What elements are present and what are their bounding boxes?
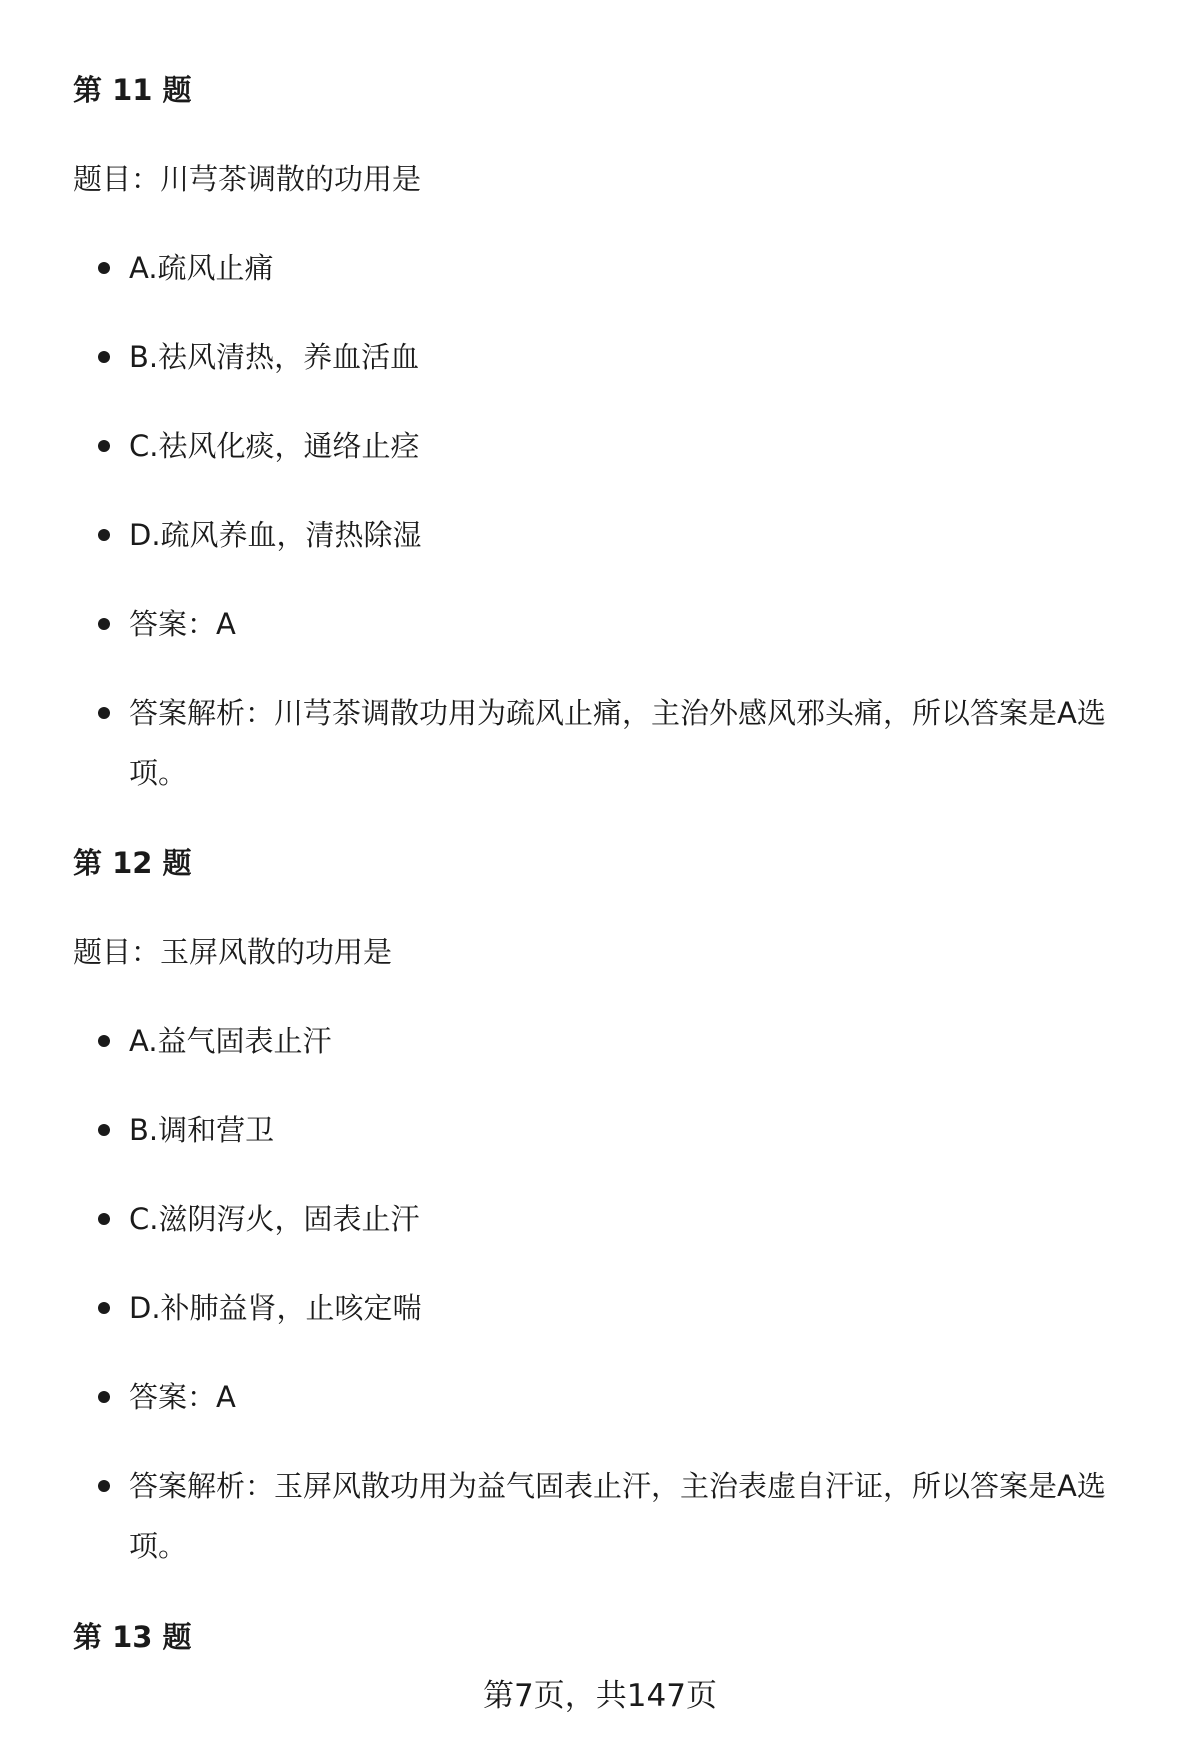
analysis-text: 答案解析：川芎茶调散功用为疏风止痛，主治外感风邪头痛，所以答案是A选项。 (129, 696, 1106, 790)
bullet-icon (98, 262, 110, 274)
analysis-text: 答案解析：玉屏风散功用为益气固表止汗，主治表虚自汗证，所以答案是A选项。 (129, 1469, 1106, 1563)
bullet-icon (98, 1391, 110, 1403)
option-a (98, 238, 1138, 298)
option-d (98, 1278, 1138, 1338)
option-text: D.补肺益肾，止咳定喘 (129, 1291, 422, 1325)
bullet-icon (98, 1213, 110, 1225)
bullet-icon (98, 1302, 110, 1314)
answer-analysis (98, 683, 1138, 803)
bullet-icon (98, 1035, 110, 1047)
option-text: D.疏风养血，清热除湿 (129, 518, 422, 552)
option-text: A.益气固表止汗 (129, 1024, 332, 1058)
question-title: 第 13 题 (73, 1620, 192, 1654)
option-c (98, 1189, 1138, 1249)
bullet-icon (98, 351, 110, 363)
option-text: B.祛风清热，养血活血 (129, 340, 420, 374)
answer (98, 1367, 1138, 1427)
bullet-icon (98, 707, 110, 719)
option-d (98, 505, 1138, 565)
option-c (98, 416, 1138, 476)
bullet-icon (98, 1480, 110, 1492)
bullet-icon (98, 440, 110, 452)
answer-text: 答案：A (129, 607, 236, 641)
option-b (98, 327, 1138, 387)
option-b (98, 1100, 1138, 1160)
answer (98, 594, 1138, 654)
option-text: B.调和营卫 (129, 1113, 275, 1147)
bullet-icon (98, 529, 110, 541)
answer-analysis (98, 1456, 1138, 1576)
option-text: A.疏风止痛 (129, 251, 274, 285)
option-a (98, 1011, 1138, 1071)
page-number: 第7页，共147页 (483, 1678, 717, 1714)
question-title: 第 12 题 (73, 846, 192, 880)
option-text: C.滋阴泻火，固表止汗 (129, 1202, 420, 1236)
option-text: C.祛风化痰，通络止痉 (129, 429, 420, 463)
question-title: 第 11 题 (73, 73, 192, 107)
bullet-icon (98, 618, 110, 630)
bullet-icon (98, 1124, 110, 1136)
answer-text: 答案：A (129, 1380, 236, 1414)
question-stem: 题目：玉屏风散的功用是 (73, 935, 393, 969)
question-stem: 题目：川芎茶调散的功用是 (73, 162, 422, 196)
